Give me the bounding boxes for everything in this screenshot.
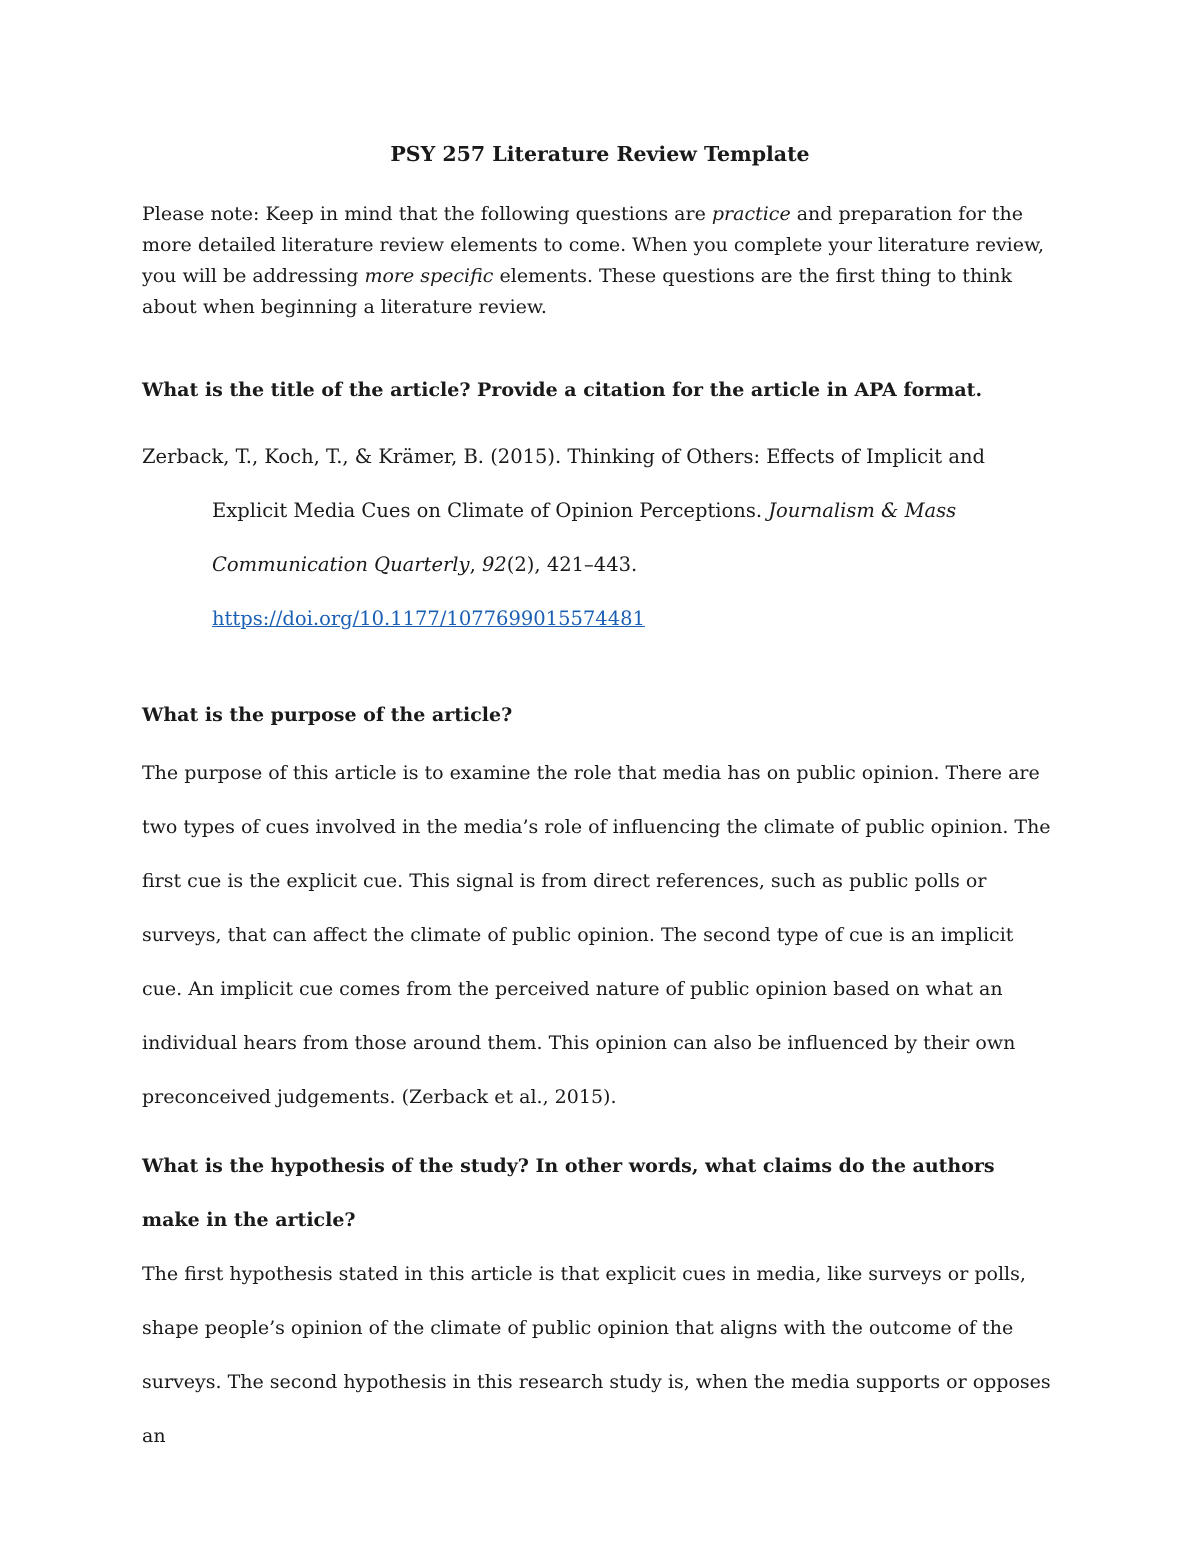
citation-separator: , [469, 553, 482, 576]
note-text-1: Please note: Keep in mind that the following questions are [142, 203, 712, 225]
note-text-2: and preparation for the more detailed literature review elements to come. When you complete your literature review, you will be addressing [142, 203, 1045, 287]
doi-link[interactable]: https://doi.org/10.1177/1077699015574481 [212, 607, 645, 630]
citation-journal: Journalism & Mass Communication Quarterly [212, 499, 957, 576]
question-title-citation-heading: What is the title of the article? Provide a citation for the article in APA format. [142, 379, 983, 401]
note-italic-more-specific: more specific [364, 265, 494, 287]
question-hypothesis-heading: What is the hypothesis of the study? In other words, what claims do the authors make in the article? [142, 1155, 995, 1231]
apa-citation [142, 430, 1058, 646]
citation-text: Zerback, T., Koch, T., & Krämer, B. (2015). Thinking of Others: Effects of Implicit and Explicit Media Cues on Climate of Opinion Perceptions. [142, 445, 986, 522]
citation-volume: 92 [481, 553, 507, 576]
question-purpose-heading: What is the purpose of the article? [142, 704, 513, 726]
note-italic-practice: practice [711, 203, 791, 225]
purpose-answer: The purpose of this article is to examine the role that media has on public opinion. There are two types of cues involved in the media’s role of influencing the climate of public opinion. The first cue is the explicit cue. This signal is from direct references, such as public polls or surveys, that can affect the climate of public opinion. The second type of cue is an implicit cue. An implicit cue comes from the perceived nature of public opinion based on what an individual hears from those around them. This opinion can also be influenced by their own preconceived judgements. (Zerback et al., 2015). [142, 762, 1051, 1108]
document-title: PSY 257 Literature Review Template [390, 142, 810, 166]
citation-issue-pages: (2), 421–443. [506, 553, 638, 576]
note-text-3: elements. These questions are the first thing to think about when beginning a literature review. [142, 265, 1013, 318]
note-paragraph [142, 199, 1058, 323]
hypothesis-answer: The first hypothesis stated in this article is that explicit cues in media, like surveys or polls, shape people’s opinion of the climate of public opinion that aligns with the outcome of the surveys. The second hypothesis in this research study is, when the media supports or opposes an [142, 1263, 1051, 1447]
